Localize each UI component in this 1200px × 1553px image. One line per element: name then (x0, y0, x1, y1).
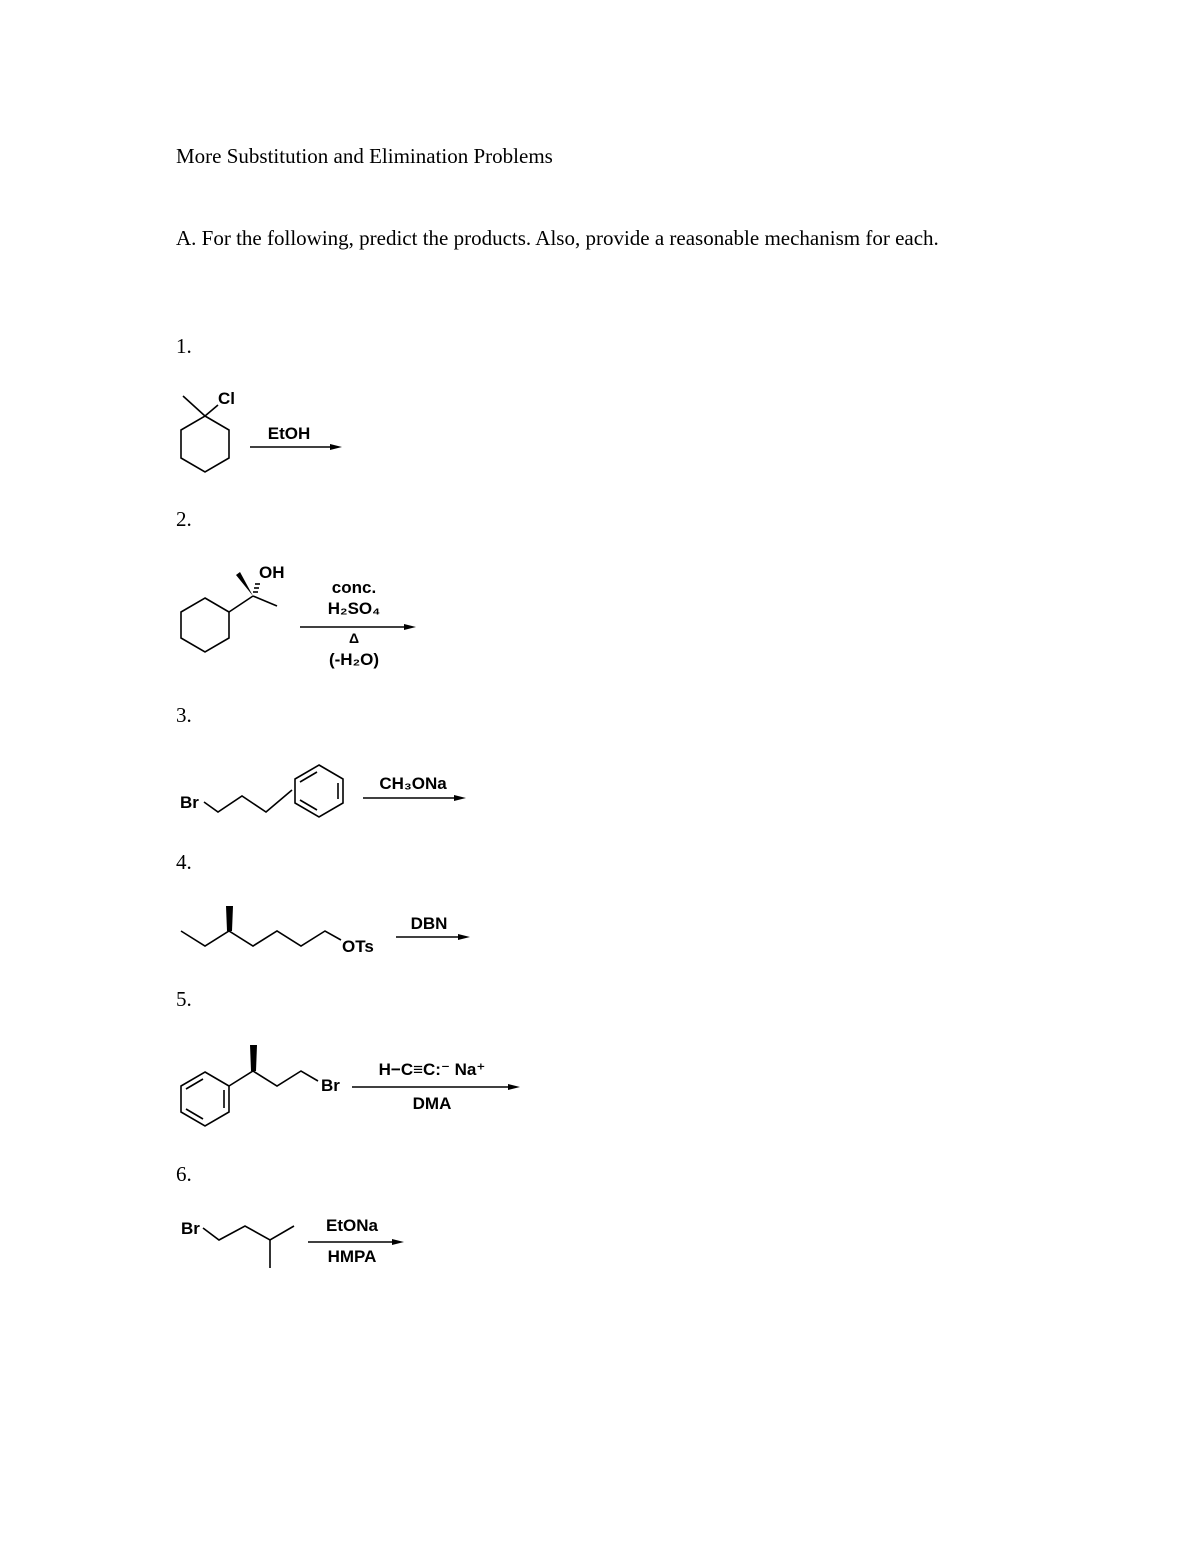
butyl-chain (204, 790, 292, 812)
instructions: A. For the following, predict the products. Also, provide a reasonable mechanism for each. (176, 226, 939, 250)
isopentyl-chain (203, 1226, 294, 1240)
problem-6-br-label: Br (181, 1219, 200, 1238)
wedge-methyl-bond (226, 906, 233, 931)
problem-6-number: 6. (176, 1162, 192, 1186)
problem-6-reagent: EtONa (326, 1216, 378, 1235)
cyclohexane-ring (181, 416, 229, 472)
problem-2-reagent-conc: conc. (331, 578, 377, 597)
problem-1-reagent: EtOH (267, 424, 311, 443)
methyl-bond (183, 396, 205, 416)
reaction-arrow-6-head (392, 1239, 404, 1245)
benzene-double-bond (300, 772, 317, 782)
problem-5-reagent: H−C≡C:⁻ Na⁺ (378, 1060, 486, 1079)
problem-4-ots-label: OTs (342, 937, 374, 956)
cyclohexane-ring (181, 598, 229, 652)
c-cl-bond (205, 405, 218, 416)
carbon-chain (181, 931, 341, 946)
problem-1-number: 1. (176, 334, 192, 358)
problem-1-cl-label: Cl (218, 389, 235, 408)
alkyl-chain (229, 1071, 318, 1086)
reaction-arrow-5-head (508, 1084, 520, 1090)
wedge-methyl-bond (236, 572, 253, 596)
benzene-ring (295, 765, 343, 817)
problem-5-br-label: Br (321, 1076, 340, 1095)
problem-2-reagent-acid: H₂SO₄ (327, 599, 381, 618)
reaction-arrow-4-head (458, 934, 470, 940)
problem-2-oh-label: OH (259, 563, 285, 582)
benzene-double-bond (186, 1109, 203, 1119)
reaction-arrow-1-head (330, 444, 342, 450)
problem-2-number: 2. (176, 507, 192, 531)
problem-2-heat: Δ (348, 630, 360, 646)
problem-4-reagent: DBN (410, 914, 448, 933)
page-title: More Substitution and Elimination Problems (176, 144, 553, 168)
problem-3-number: 3. (176, 703, 192, 727)
problem-3-br-label: Br (180, 793, 199, 812)
benzene-ring (181, 1072, 229, 1126)
problem-6-solvent: HMPA (327, 1247, 377, 1266)
benzene-double-bond (300, 800, 317, 810)
problem-5-solvent: DMA (412, 1094, 452, 1113)
problem-3-reagent: CH₃ONa (379, 774, 447, 793)
benzene-double-bond (186, 1079, 203, 1089)
reaction-arrow-3-head (454, 795, 466, 801)
wedge-methyl-bond (250, 1045, 257, 1071)
ring-to-carbinol-bond (229, 596, 253, 612)
methyl-bond (253, 596, 277, 606)
problem-2-water-loss: (-H₂O) (328, 650, 380, 669)
problem-5-number: 5. (176, 987, 192, 1011)
hashed-oh-bond (253, 584, 260, 592)
problem-4-number: 4. (176, 850, 192, 874)
